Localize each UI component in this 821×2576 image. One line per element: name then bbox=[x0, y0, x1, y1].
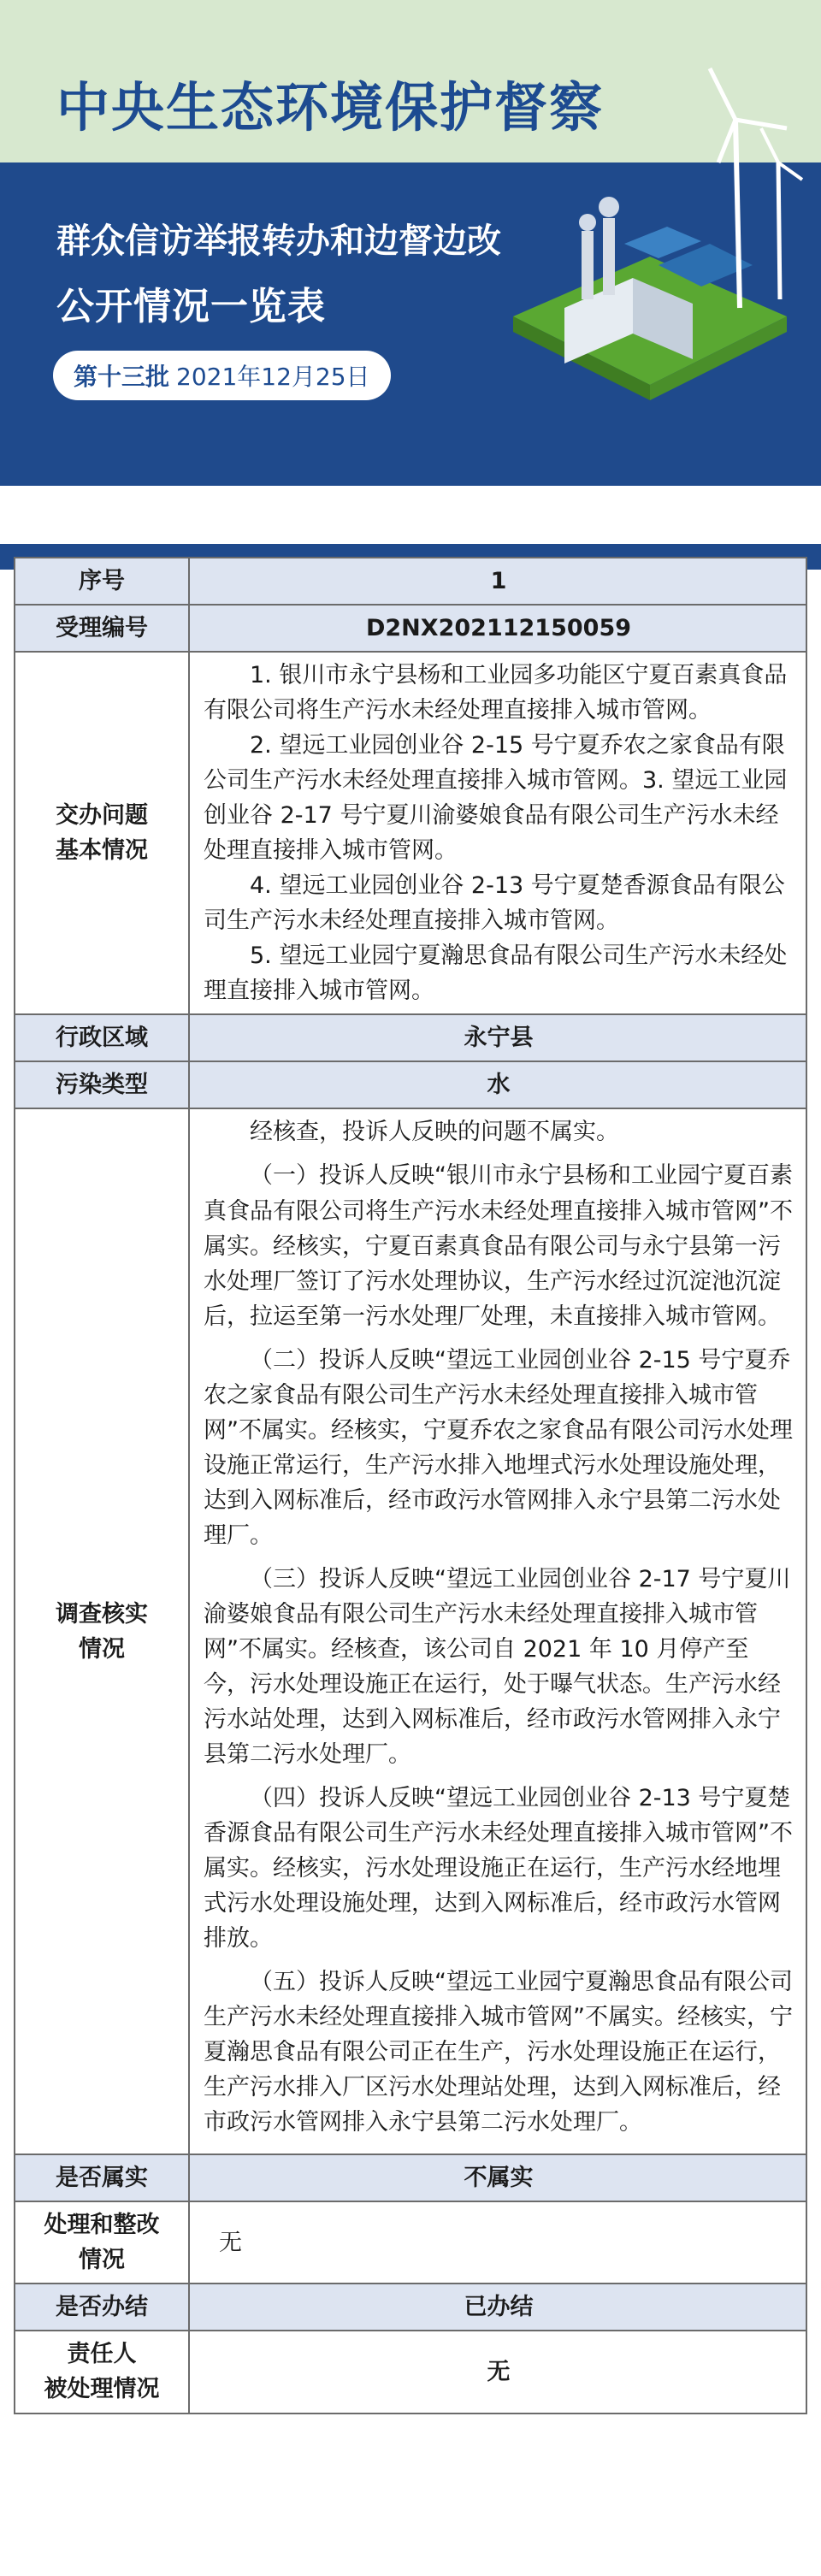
table-row-seq bbox=[15, 558, 806, 605]
table-row-investigation bbox=[15, 1108, 806, 2154]
issue-label-line-2: 基本情况 bbox=[56, 837, 148, 865]
rectify-label-line-1: 处理和整改 bbox=[44, 2212, 160, 2239]
rectify-value: 无 bbox=[189, 2201, 806, 2284]
investigation-paragraph: （五）投诉人反映“望远工业园宁夏瀚思食品有限公司生产污水未经处理直接排入城市管网”不属实。经核实，宁夏瀚思食品有限公司正在生产，污水处理设施正在运行，生产污水排入厂区污水处理站处理，达到入网标准后，经市政污水管网排入永宁县第二污水处理厂。 bbox=[204, 1969, 793, 2136]
pollution-value: 水 bbox=[189, 1061, 806, 1108]
header-banner bbox=[0, 0, 821, 486]
truth-value: 不属实 bbox=[189, 2154, 806, 2201]
table-row-case bbox=[15, 605, 806, 652]
issue-list bbox=[189, 652, 806, 1014]
investigation-label-line-2: 情况 bbox=[79, 1635, 125, 1663]
table-row-responsible bbox=[15, 2331, 806, 2413]
batch-badge bbox=[53, 351, 391, 400]
investigation-paragraph: （二）投诉人反映“望远工业园创业谷 2-15 号宁夏乔农之家食品有限公司生产污水未经处理直接排入城市管网”不属实。经核实，宁夏乔农之家食品有限公司污水处理设施正常运行，生产污水排入地埋式污水处理设施处理，达到入网标准后，经市政污水管网排入永宁县第二污水处理厂。 bbox=[204, 1346, 793, 1549]
subtitle-line-2: 公开情况一览表 bbox=[56, 285, 326, 328]
issue-item: 5. 望远工业园宁夏瀚思食品有限公司生产污水未经处理直接排入城市管网。 bbox=[204, 942, 788, 1005]
rectify-label bbox=[15, 2201, 189, 2284]
pollution-label: 污染类型 bbox=[15, 1061, 189, 1108]
investigation-text bbox=[189, 1108, 806, 2154]
seq-value: 1 bbox=[189, 558, 806, 605]
issue-item: 4. 望远工业园创业谷 2-13 号宁夏楚香源食品有限公司生产污水未经处理直接排入城市管网。 bbox=[204, 872, 785, 935]
region-label: 行政区域 bbox=[15, 1014, 189, 1061]
resp-label bbox=[15, 2331, 189, 2413]
issue-label-line-1: 交办问题 bbox=[56, 802, 148, 830]
table-row-truth bbox=[15, 2154, 806, 2201]
table-row-issues bbox=[15, 652, 806, 1014]
factory-windmill-illustration-icon bbox=[479, 60, 804, 419]
subtitle-line-1: 群众信访举报转办和边督边改 bbox=[56, 222, 501, 261]
issue-item: 2. 望远工业园创业谷 2-15 号宁夏乔农之家食品有限公司生产污水未经处理直接排入城市管网。3. 望远工业园创业谷 2-17 号宁夏川渝婆娘食品有限公司生产污水未经处理直接排入城市管网。 bbox=[204, 732, 788, 865]
resp-value: 无 bbox=[189, 2331, 806, 2413]
investigation-paragraph: 经核查，投诉人反映的问题不属实。 bbox=[250, 1119, 619, 1146]
table-row-pollution bbox=[15, 1061, 806, 1108]
case-value: D2NX202112150059 bbox=[189, 605, 806, 652]
table-row-rectify bbox=[15, 2201, 806, 2284]
batch-date: 2021年12月25日 bbox=[176, 363, 370, 391]
page-title: 中央生态环境保护督察 bbox=[56, 76, 605, 139]
rectify-label-line-2: 情况 bbox=[79, 2247, 125, 2274]
seq-label: 序号 bbox=[15, 558, 189, 605]
resp-label-line-2: 被处理情况 bbox=[44, 2376, 160, 2403]
table-row-done bbox=[15, 2284, 806, 2331]
investigation-label bbox=[15, 1108, 189, 2154]
issue-item: 1. 银川市永宁县杨和工业园多功能区宁夏百素真食品有限公司将生产污水未经处理直接排入城市管网。 bbox=[204, 662, 788, 724]
table-row-region bbox=[15, 1014, 806, 1061]
truth-label: 是否属实 bbox=[15, 2154, 189, 2201]
batch-label: 第十三批 bbox=[74, 363, 170, 391]
done-value: 已办结 bbox=[189, 2284, 806, 2331]
investigation-paragraph: （三）投诉人反映“望远工业园创业谷 2-17 号宁夏川渝婆娘食品有限公司生产污水未经处理直接排入城市管网”不属实。经核查，该公司自 2021 年 10 月停产至今，污水处理设施正在运行，处于曝气状态。生产污水经污水站处理，达到入网标准后，经市政污水管网排入永宁县第二污水处理厂。 bbox=[204, 1565, 791, 1768]
resp-label-line-1: 责任人 bbox=[67, 2341, 137, 2368]
investigation-paragraph: （一）投诉人反映“银川市永宁县杨和工业园宁夏百素真食品有限公司将生产污水未经处理直接排入城市管网”不属实。经核实，宁夏百素真食品有限公司与永宁县第一污水处理厂签订了污水处理协议，生产污水经过沉淀池沉淀后，拉运至第一污水处理厂处理，未直接排入城市管网。 bbox=[204, 1162, 793, 1330]
done-label: 是否办结 bbox=[15, 2284, 189, 2331]
case-label: 受理编号 bbox=[15, 605, 189, 652]
investigation-label-line-1: 调查核实 bbox=[56, 1600, 148, 1628]
issue-label bbox=[15, 652, 189, 1014]
info-table bbox=[14, 557, 807, 2414]
investigation-paragraph: （四）投诉人反映“望远工业园创业谷 2-13 号宁夏楚香源食品有限公司生产污水未经处理直接排入城市管网”不属实。经核实，污水处理设施正在运行，生产污水经地埋式污水处理设施处理，达到入网标准后，经市政污水管网排放。 bbox=[204, 1785, 793, 1953]
region-value: 永宁县 bbox=[189, 1014, 806, 1061]
